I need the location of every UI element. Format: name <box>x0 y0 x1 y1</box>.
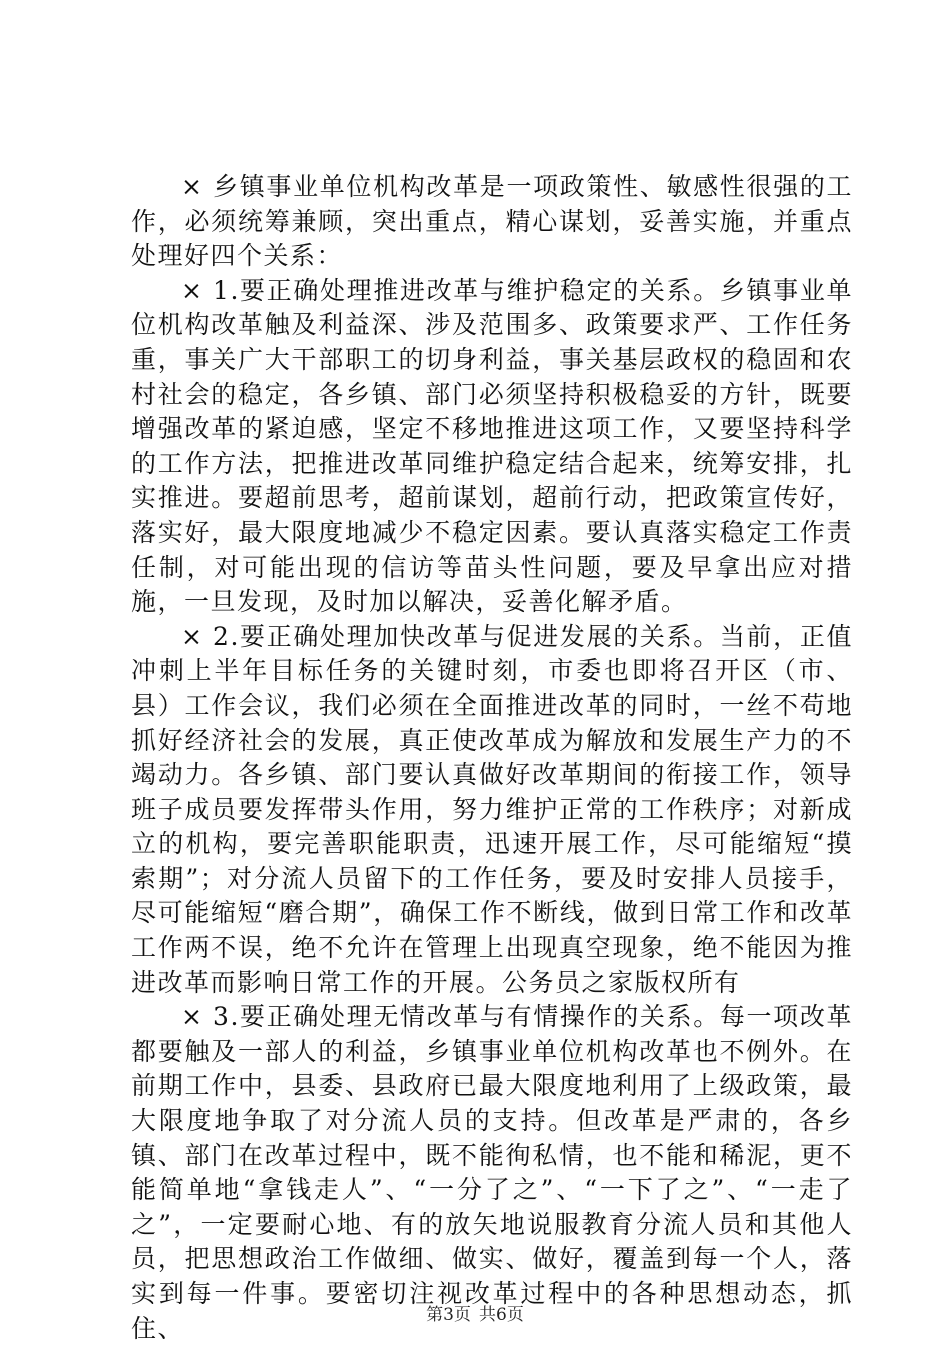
document-body <box>131 170 853 1346</box>
paragraph-intro: × 乡镇事业单位机构改革是一项政策性、敏感性很强的工作，必须统筹兼顾，突出重点，精心谋划，妥善实施，并重点处理好四个关系： <box>131 172 853 271</box>
page-footer <box>0 1300 950 1325</box>
page-number: 第3页 <box>426 1305 471 1325</box>
paragraph-section-3: × 3.要正确处理无情改革与有情操作的关系。每一项改革都要触及一部人的利益，乡镇事业单位机构改革也不例外。在前期工作中，县委、县政府已最大限度地利用了上级政策，最大限度地争取了对分流人员的支持。但改革是严肃的，各乡镇、部门在改革过程中，既不能徇私情，也不能和稀泥，更不能简单地“拿钱走人”、“一分了之”、“一下了之”、“一走了之”，一定要耐心地、有的放矢地说服教育分流人员和其他人员，把思想政治工作做细、做实、做好，覆盖到每一个人，落实到每一件事。要密切注视改革过程中的各种思想动态，抓住、 <box>131 1002 853 1343</box>
paragraph-section-2: × 2.要正确处理加快改革与促进发展的关系。当前，正值冲刺上半年目标任务的关键时刻，市委也即将召开区（市、县）工作会议，我们必须在全面推进改革的同时，一丝不苟地抓好经济社会的发展，真正使改革成为解放和发展生产力的不竭动力。各乡镇、部门要认真做好改革期间的衔接工作，领导班子成员要发挥带头作用，努力维护正常的工作秩序；对新成立的机构，要完善职能职责，迅速开展工作，尽可能缩短“摸索期”；对分流人员留下的工作任务，要及时安排人员接手，尽可能缩短“磨合期”，确保工作不断线，做到日常工作和改革工作两不误，绝不允许在管理上出现真空现象，绝不能因为推进改革而影响日常工作的开展。公务员之家版权所有 <box>131 621 853 997</box>
page-total: 共6页 <box>479 1305 524 1325</box>
paragraph-section-1: × 1.要正确处理推进改革与维护稳定的关系。乡镇事业单位机构改革触及利益深、涉及范围多、政策要求严、工作任务重，事关广大干部职工的切身利益，事关基层政权的稳固和农村社会的稳定，各乡镇、部门必须坚持积极稳妥的方针，既要增强改革的紧迫感，坚定不移地推进这项工作，又要坚持科学的工作方法，把推进改革同维护稳定结合起来，统筹安排，扎实推进。要超前思考，超前谋划，超前行动，把政策宣传好，落实好，最大限度地减少不稳定因素。要认真落实稳定工作责任制，对可能出现的信访等苗头性问题，要及早拿出应对措施，一旦发现，及时加以解决，妥善化解矛盾。 <box>131 275 853 617</box>
